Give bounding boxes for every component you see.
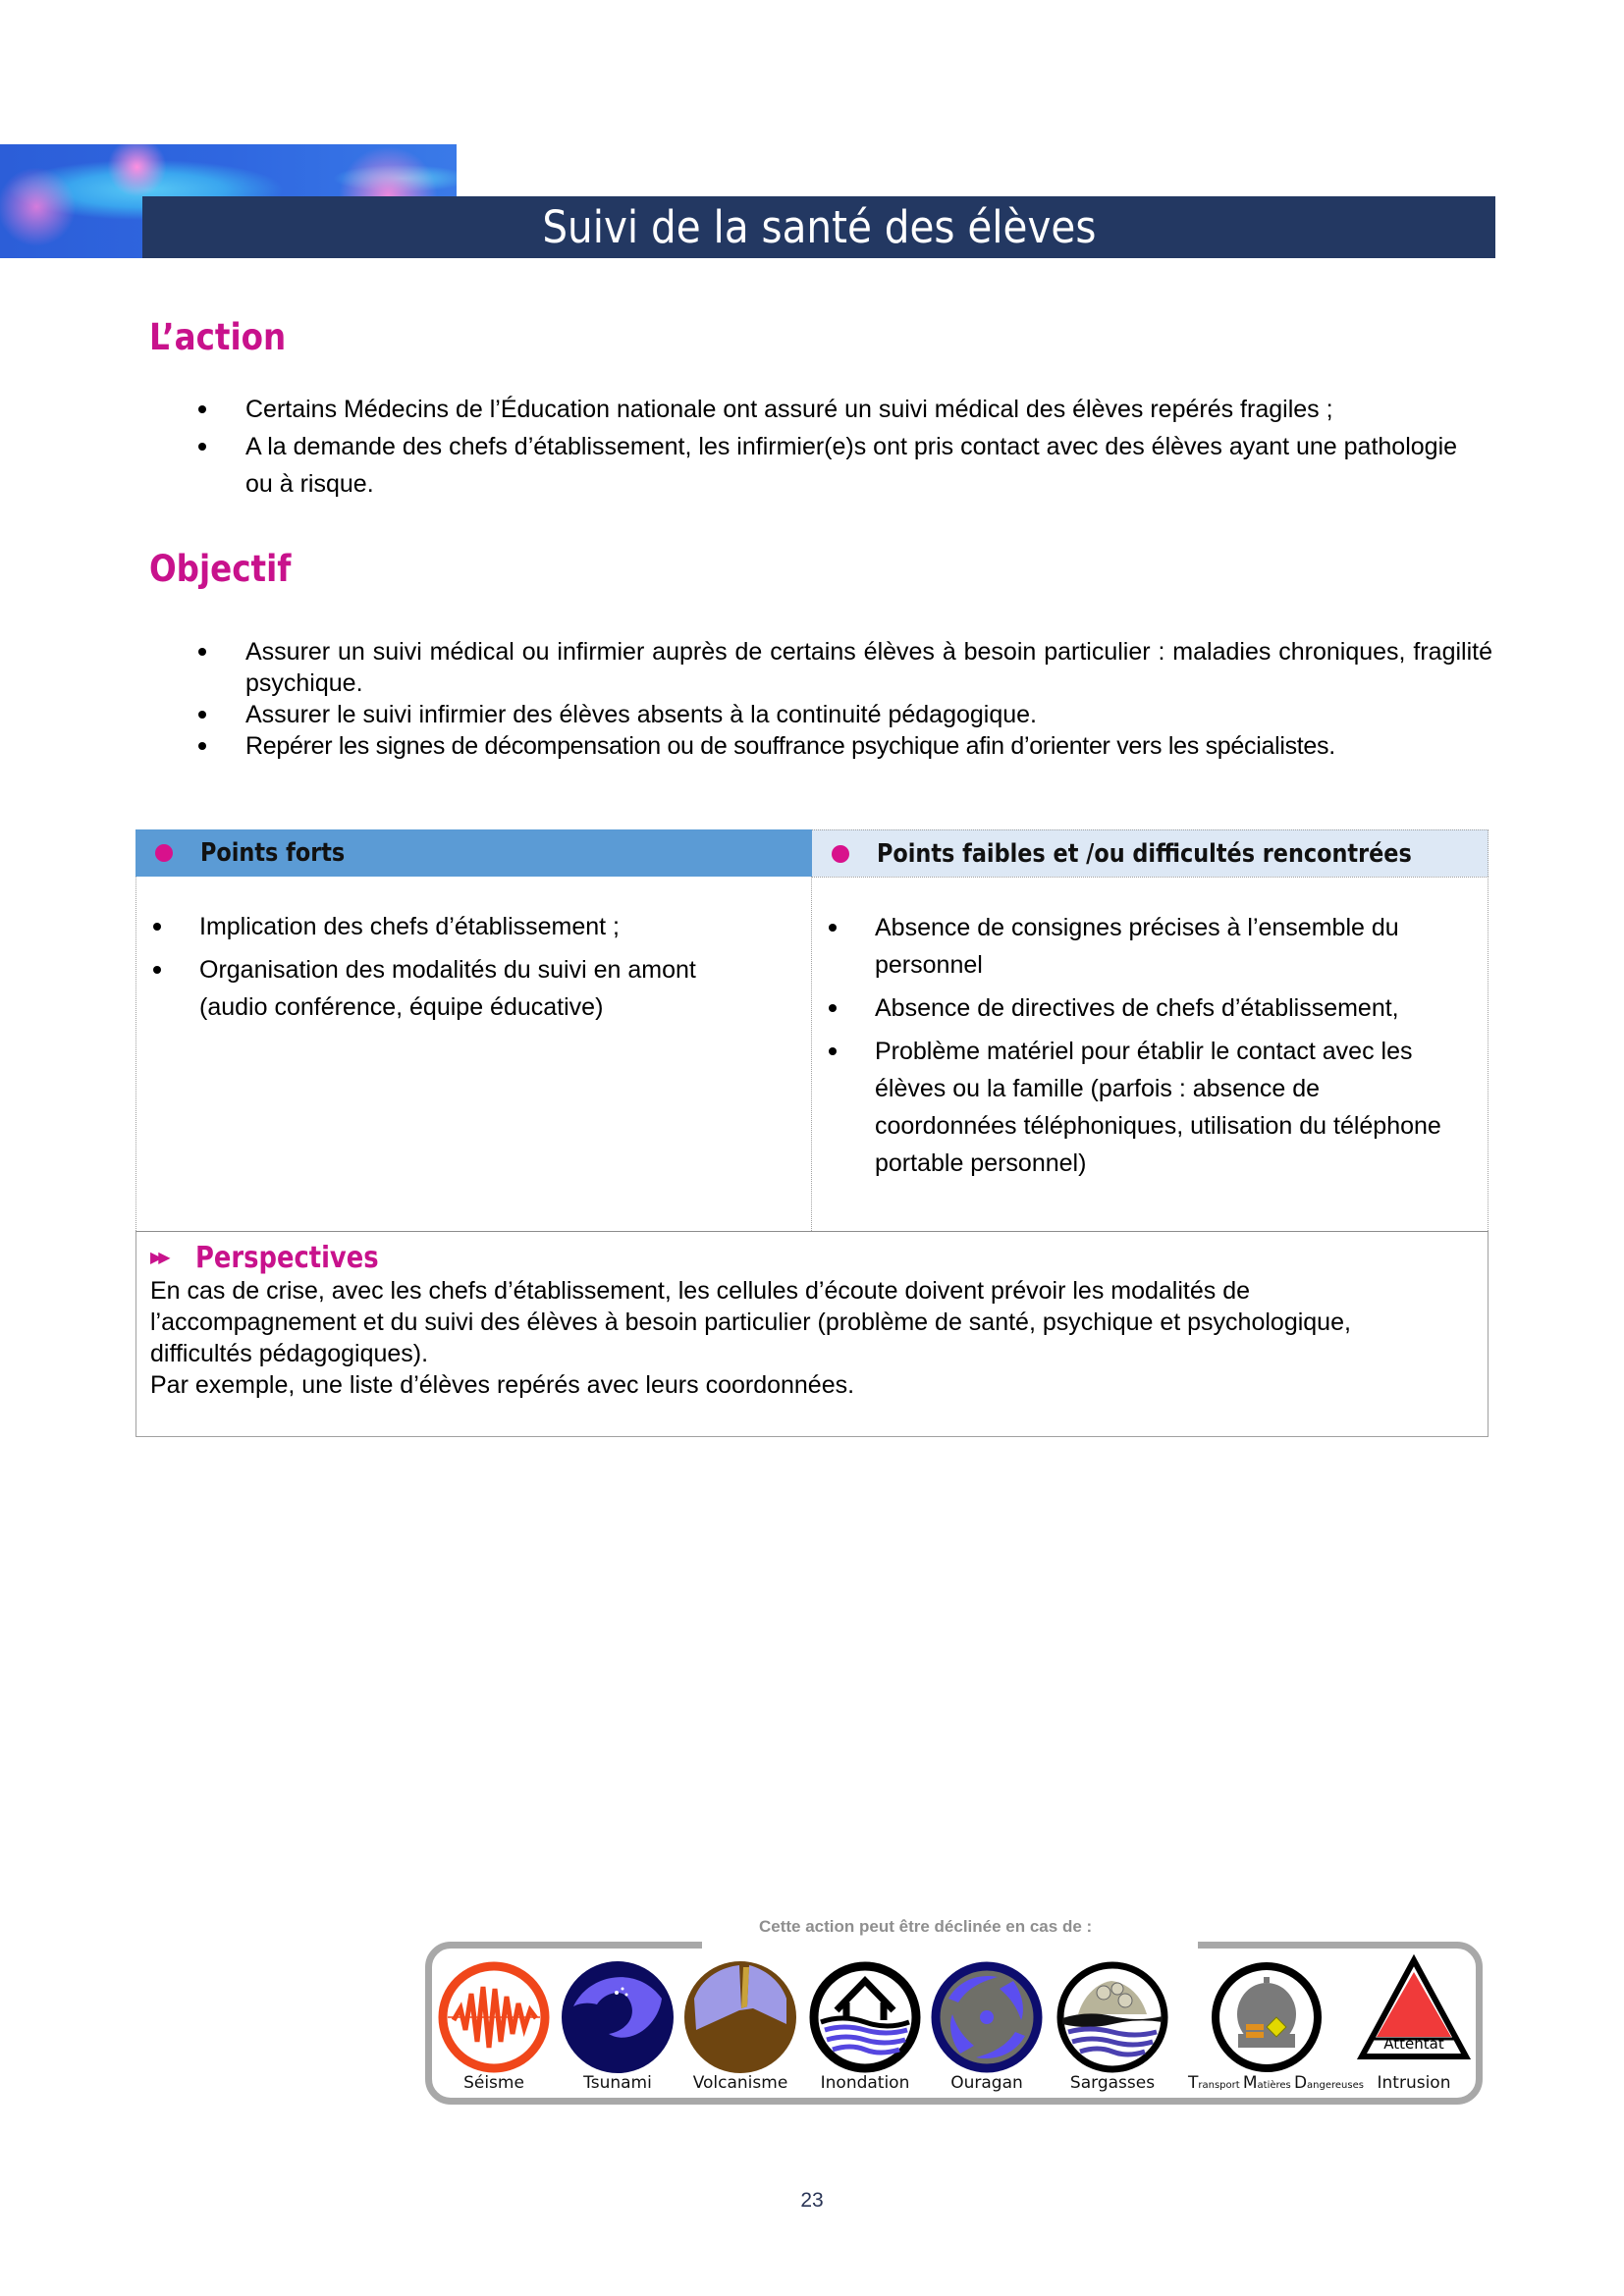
weaknesses-cell xyxy=(812,877,1489,1231)
panel-frame-gap xyxy=(702,1934,1198,1953)
bullet-dot-icon xyxy=(155,844,173,862)
list-item: Assurer un suivi médical ou infirmier auprès de certains élèves à besoin particulier : maladies chroniques, fragilité psychique. xyxy=(147,636,1492,699)
hazard-caption: Cette action peut être déclinée en cas de : xyxy=(759,1917,1093,1936)
double-chevron-right-icon: ▶▶ xyxy=(150,1250,167,1266)
weaknesses-title: Points faibles et /ou difficultés rencontrées xyxy=(877,838,1412,869)
flooded-house-icon xyxy=(807,1959,923,2075)
perspectives-text xyxy=(150,1275,1427,1401)
list-item: Implication des chefs d’établissement ; xyxy=(136,908,755,945)
perspectives-box xyxy=(135,1231,1489,1437)
strengths-cell xyxy=(135,877,812,1231)
title-bar xyxy=(142,196,1495,258)
hazard-label: Inondation xyxy=(820,2073,910,2093)
label-part: atières xyxy=(1257,2080,1294,2091)
hazard-label: Séisme xyxy=(463,2073,524,2093)
action-list xyxy=(147,391,1463,503)
page-number: 23 xyxy=(800,2189,824,2212)
page-title: Suivi de la santé des élèves xyxy=(541,201,1097,253)
hazard-label: Volcanisme xyxy=(692,2073,788,2093)
attack-warning-icon xyxy=(1356,1951,1472,2077)
section-title-action: L’action xyxy=(149,316,287,358)
perspectives-paragraph: En cas de crise, avec les chefs d’établissement, les cellules d’écoute doivent prévoir les modalités de l’accompagnement et du suivi des élèves à besoin particulier (problème de santé, psychique et psychologique, difficultés pédagogiques). xyxy=(150,1277,1351,1367)
strengths-title: Points forts xyxy=(200,838,346,868)
hazard-label: Intrusion xyxy=(1377,2073,1451,2093)
hazard-label-tmd xyxy=(1188,2073,1364,2093)
list-item: A la demande des chefs d’établissement, les infirmier(e)s ont pris contact avec des élèves ayant une pathologie ou à risque. xyxy=(147,428,1463,503)
label-part: ransport xyxy=(1198,2080,1243,2091)
attack-sign-text: Attentat xyxy=(1383,2035,1444,2053)
hazard-label: Sargasses xyxy=(1069,2073,1156,2093)
list-item: Absence de consignes précises à l’ensemble du personnel xyxy=(812,909,1450,984)
list-item: Certains Médecins de l’Éducation nationale ont assuré un suivi médical des élèves repérés fragiles ; xyxy=(147,391,1463,428)
label-part: angereuses xyxy=(1307,2080,1364,2091)
list-item: Repérer les signes de décompensation ou de souffrance psychique afin d’orienter vers les spécialistes. xyxy=(147,730,1492,762)
list-item: Problème matériel pour établir le contact avec les élèves ou la famille (parfois : absence de coordonnées téléphoniques, utilisation du téléphone portable personnel) xyxy=(812,1033,1450,1182)
strengths-header xyxy=(135,829,812,877)
label-part: D xyxy=(1293,2073,1308,2093)
list-item: Absence de directives de chefs d’établissement, xyxy=(812,989,1450,1027)
wave-icon xyxy=(560,1959,676,2075)
seaweed-icon xyxy=(1055,1959,1170,2075)
volcano-icon xyxy=(682,1959,798,2075)
label-part: T xyxy=(1188,2073,1199,2093)
seismic-wave-icon xyxy=(436,1959,552,2075)
hurricane-icon xyxy=(929,1959,1045,2075)
list-item: Assurer le suivi infirmier des élèves absents à la continuité pédagogique. xyxy=(147,699,1492,730)
label-part: M xyxy=(1242,2073,1258,2093)
perspectives-header xyxy=(150,1242,1488,1273)
strengths-list xyxy=(136,908,755,1026)
section-title-objectif: Objectif xyxy=(149,548,292,590)
weaknesses-list xyxy=(812,909,1450,1182)
weaknesses-header xyxy=(812,829,1489,877)
perspectives-paragraph: Par exemple, une liste d’élèves repérés avec leurs coordonnées. xyxy=(150,1371,855,1399)
hazard-label: Tsunami xyxy=(583,2073,652,2093)
bullet-dot-icon xyxy=(832,845,849,863)
perspectives-title: Perspectives xyxy=(195,1240,379,1275)
hazard-label: Ouragan xyxy=(950,2073,1023,2093)
list-item: Organisation des modalités du suivi en amont (audio conférence, équipe éducative) xyxy=(136,951,755,1026)
objectif-list xyxy=(147,636,1492,762)
hazmat-tank-icon xyxy=(1209,1959,1325,2075)
